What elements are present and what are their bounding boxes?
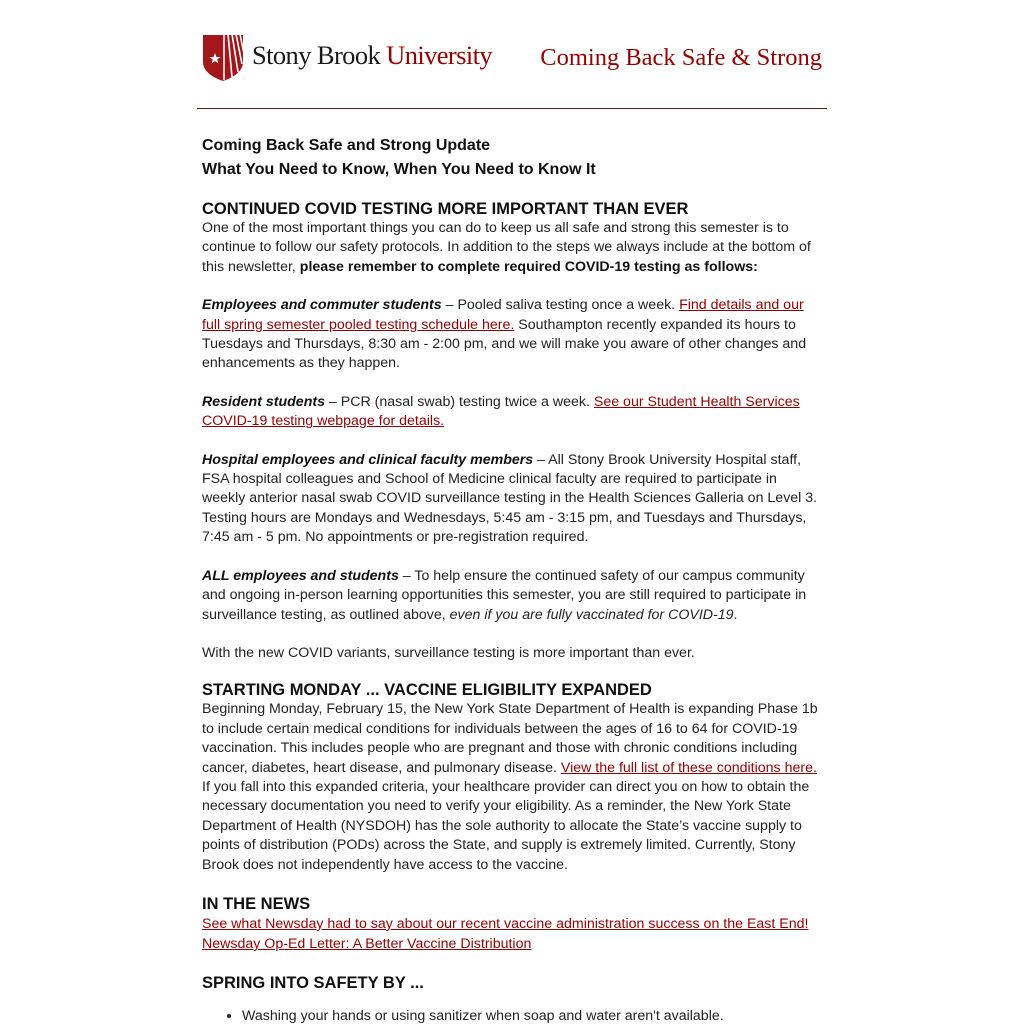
section-heading-safety: SPRING INTO SAFETY BY ...: [202, 973, 424, 992]
testing-all: ALL employees and students – To help ensure the continued safety of our campus community and ongoing in-person learning opportunities this semester, you are still required to participate in surveillance testing, as outlined above, even if you are fully vaccinated for COVID-19.: [202, 567, 807, 623]
section-heading-vaccine: STARTING MONDAY ... VACCINE ELIGIBILITY EXPANDED: [202, 681, 652, 700]
section-heading-testing: CONTINUED COVID TESTING MORE IMPORTANT THAN EVER: [202, 200, 689, 218]
news-link-newsday-east-end[interactable]: See what Newsday had to say about our recent vaccine administration success on the East End!: [202, 915, 809, 932]
university-logo[interactable]: [202, 32, 492, 82]
testing-hospital: Hospital employees and clinical faculty members – All Stony Brook University Hospital staff, FSA hospital colleagues and School of Medicine clinical faculty are required to participate in weekly anterior nasal swab COVID surveillance testing in the Health Sciences Galleria on Level 3. Testing hours are Mondays and Wednesdays, 5:45 am - 3:15 pm, and Tuesdays and Thursdays, 7:45 am - 5 pm. No appointments or pre-registration required.: [202, 451, 818, 546]
pooled-testing-schedule-link[interactable]: Find details and our full spring semester pooled testing schedule here.: [202, 297, 804, 333]
conditions-list-link[interactable]: View the full list of these conditions here.: [560, 759, 817, 776]
newsletter-header: [197, 0, 827, 109]
safety-list-item: • Washing your hands or using sanitizer when soap and water aren't available.: [242, 1007, 822, 1026]
newsletter-body: [197, 134, 827, 1026]
header-tagline: Coming Back Safe & Strong: [540, 44, 822, 71]
newsletter-subtitle: What You Need to Know, When You Need to Know It: [202, 161, 596, 178]
newsletter: [197, 0, 827, 1026]
safety-list: [202, 1007, 822, 1026]
logo-wordmark: Stony Brook University: [252, 39, 493, 70]
news-link-newsday-op-ed[interactable]: Newsday Op-Ed Letter: A Better Vaccine Distribution: [202, 935, 532, 952]
section-heading-news: IN THE NEWS: [202, 894, 311, 913]
vaccine-text: Beginning Monday, February 15, the New York State Department of Health is expanding Phase 1b to include certain medical conditions for individuals between the ages of 16 to 64 for COVID-19 vaccination. This includes people who are pregnant and those with chronic conditions including cancer, diabetes, heart disease, and pulmonary disease. View the full list of these conditions here. If you fall into this expanded criteria, your healthcare provider can direct you on how to obtain the necessary documentation you need to verify your eligibility. As a reminder, the New York State Department of Health (NYSDOH) has the sole authority to allocate the State’s vaccine supply to points of distribution (PODs) across the State, and supply is extremely limited. Currently, Stony Brook does not independently have access to the vaccine.: [202, 701, 818, 873]
testing-employees: Employees and commuter students – Pooled saliva testing once a week. Find details and our full spring semester pooled testing schedule here. Southampton recently expanded its hours to Tuesdays and Thursdays, 8:30 am - 2:00 pm, and we will make you aware of other changes and enhancements as they happen.: [202, 297, 807, 372]
testing-closing: With the new COVID variants, surveillance testing is more important than ever.: [202, 644, 695, 661]
student-health-services-link[interactable]: See our Student Health Services COVID-19 testing webpage for details.: [202, 393, 800, 430]
shield-star-icon: [202, 32, 244, 82]
testing-resident: Resident students – PCR (nasal swab) testing twice a week. See our Student Health Services COVID-19 testing webpage for details.: [202, 393, 800, 430]
newsletter-title: Coming Back Safe and Strong Update: [202, 137, 491, 154]
testing-intro: One of the most important things you can do to keep us all safe and strong this semester is to continue to follow our safety protocols. In addition to the steps we always include at the bottom of this newsletter, please remember to complete required COVID-19 testing as follows:: [202, 220, 811, 275]
